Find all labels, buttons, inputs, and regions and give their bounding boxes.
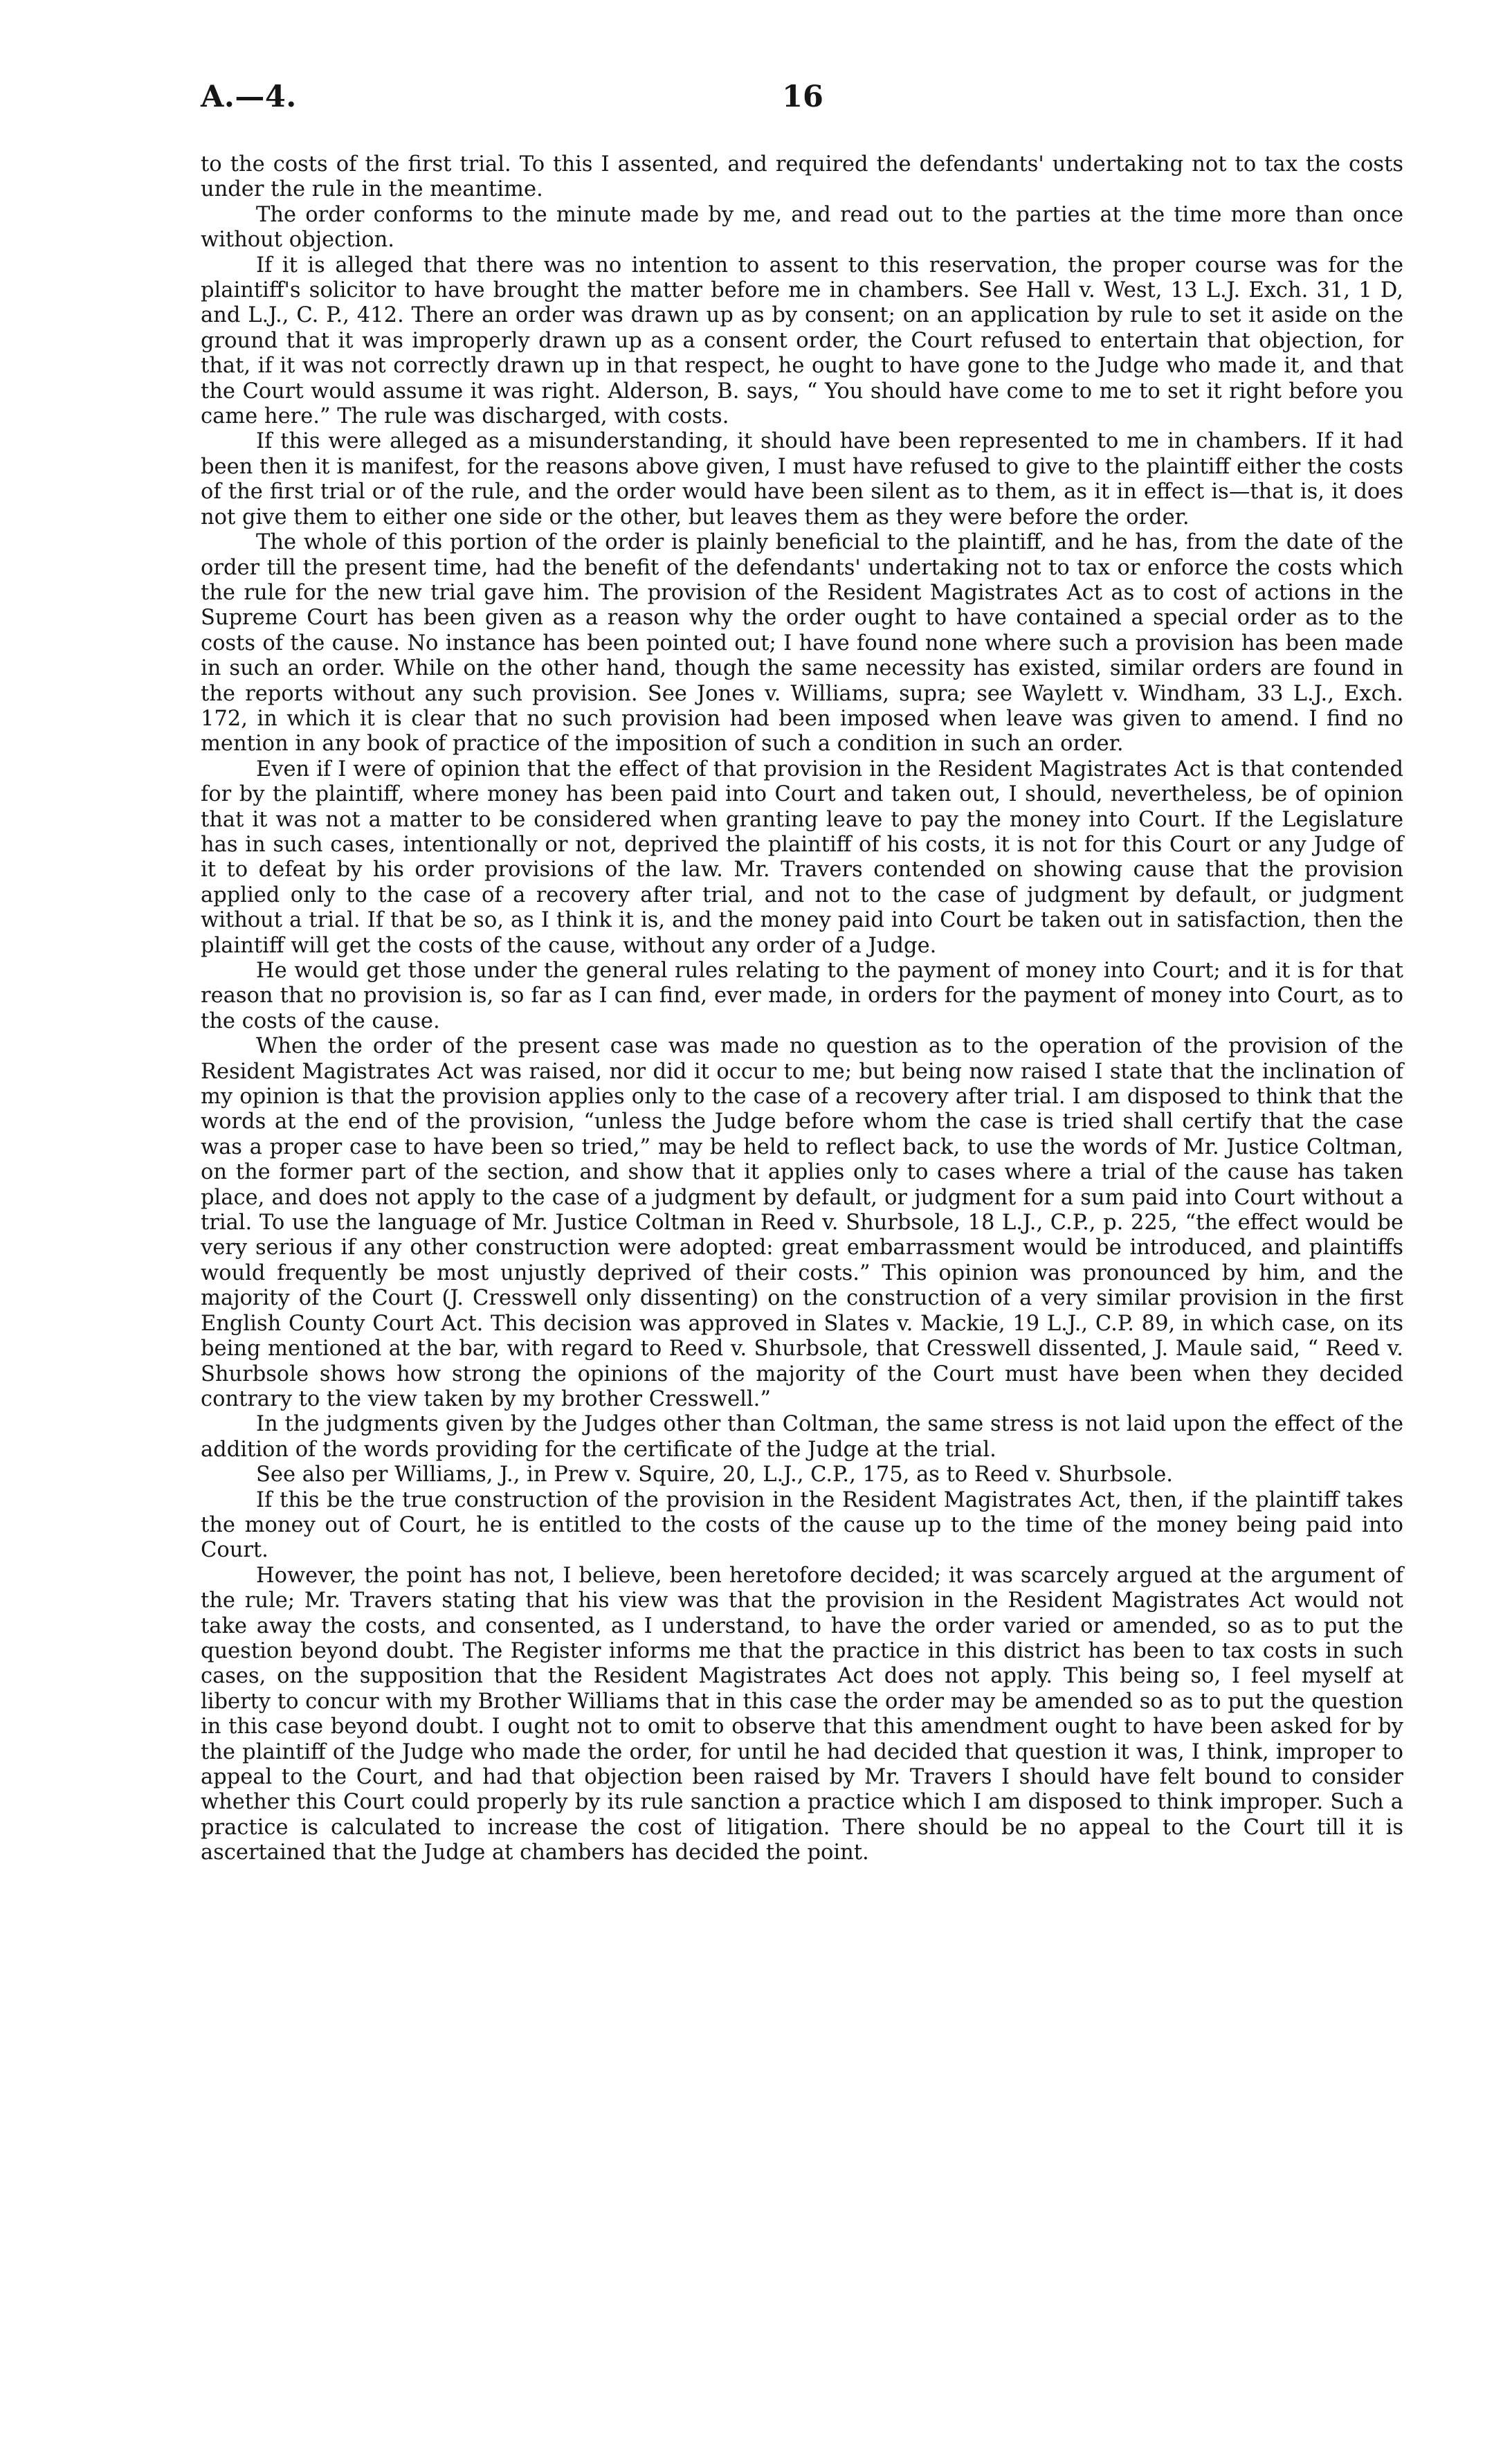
page-number: 16 (782, 80, 823, 114)
paragraph: to the costs of the first trial. To this I assented, and required the defendants' undertaking not to tax the costs under the rule in the meantime. (201, 152, 1403, 202)
paragraph: See also per Williams, J., in Prew v. Squire, 20, L.J., C.P., 175, as to Reed v. Shurbsole. (256, 1463, 1173, 1487)
document-reference: A.—4. (201, 80, 297, 114)
paragraph: If this be the true construction of the provision in the Resident Magistrates Act, then, if the plaintiff takes the money out of Court, he is entitled to the costs of the cause up to the time of the money being paid into Court. (201, 1487, 1403, 1563)
paragraph: If this were alleged as a misunderstanding, it should have been represented to me in chambers. If it had been then it is manifest, for the reasons above given, I must have refused to give to the plaintiff either the costs of the first trial or of the rule, and the order would have been silent as to them, as it in effect is—that is, it does not give them to either one side or the other, but leaves them as they were before the order. (201, 429, 1403, 529)
document-body (201, 152, 1403, 1866)
paragraph: When the order of the present case was made no question as to the operation of the provision of the Resident Magistrates Act was raised, nor did it occur to me; but being now raised I state that the inclination of my opinion is that the provision applies only to the case of a recovery after trial. I am disposed to think that the words at the end of the provision, “unless the Judge before whom the case is tried shall certify that the case was a proper case to have been so tried,” may be held to reflect back, to use the words of Mr. Justice Coltman, on the former part of the section, and show that it applies only to cases where a trial of the cause has taken place, and does not apply to the case of a judgment by default, or judgment for a sum paid into Court without a trial. To use the language of Mr. Justice Coltman in Reed v. Shurbsole, 18 L.J., C.P., p. 225, “the effect would be very serious if any other construction were adopted: great embarrassment would be introduced, and plaintiffs would frequently be most unjustly deprived of their costs.” This opinion was pronounced by him, and the majority of the Court (J. Cresswell only dissenting) on the construction of a very similar provision in the first English County Court Act. This decision was approved in Slates v. Mackie, 19 L.J., C.P. 89, in which case, on its being mentioned at the bar, with regard to Reed v. Shurbsole, that Cresswell dissented, J. Maule said, “ Reed v. Shurbsole shows how strong the opinions of the majority of the Court must have been when they decided contrary to the view taken by my brother Cresswell.” (201, 1034, 1403, 1411)
page-header (201, 80, 1405, 128)
paragraph: However, the point has not, I believe, been heretofore decided; it was scarcely argued at the argument of the rule; Mr. Travers stating that his view was that the provision in the Resident Magistrates Act would not take away the costs, and consented, as I understand, to have the order varied or amended, so as to put the question beyond doubt. The Register informs me that the practice in this district has been to tax costs in such cases, on the supposition that the Resident Magistrates Act does not apply. This being so, I feel myself at liberty to concur with my Brother Williams that in this case the order may be amended so as to put the question in this case beyond doubt. I ought not to omit to observe that this amendment ought to have been asked for by the plaintiff of the Judge who made the order, for until he had decided that question it was, I think, improper to appeal to the Court, and had that objection been raised by Mr. Travers I should have felt bound to consider whether this Court could properly by its rule sanction a practice which I am disposed to think improper. Such a practice is calculated to increase the cost of litigation. There should be no appeal to the Court till it is ascertained that the Judge at chambers has decided the point. (201, 1563, 1403, 1865)
paragraph: In the judgments given by the Judges other than Coltman, the same stress is not laid upon the effect of the addition of the words providing for the certificate of the Judge at the trial. (201, 1412, 1403, 1462)
paragraph: If it is alleged that there was no intention to assent to this reservation, the proper course was for the plaintiff's solicitor to have brought the matter before me in chambers. See Hall v. West, 13 L.J. Exch. 31, 1 D, and L.J., C. P., 412. There an order was drawn up as by consent; on an application by rule to set it aside on the ground that it was improperly drawn up as a consent order, the Court refused to entertain that objection, for that, if it was not correctly drawn up in that respect, he ought to have gone to the Judge who made it, and that the Court would assume it was right. Alderson, B. says, “ You should have come to me to set it right before you came here.” The rule was discharged, with costs. (201, 253, 1403, 429)
paragraph: The order conforms to the minute made by me, and read out to the parties at the time more than once without objection. (201, 202, 1403, 253)
paragraph: Even if I were of opinion that the effect of that provision in the Resident Magistrates Act is that contended for by the plaintiff, where money has been paid into Court and taken out, I should, nevertheless, be of opinion that it was not a matter to be considered when granting leave to pay the money into Court. If the Legislature has in such cases, intentionally or not, deprived the plaintiff of his costs, it is not for this Court or any Judge of it to defeat by his order provisions of the law. Mr. Travers contended on showing cause that the provision applied only to the case of a recovery after trial, and not to the case of judgment by default, or judgment without a trial. If that be so, as I think it is, and the money paid into Court be taken out in satisfaction, then the plaintiff will get the costs of the cause, without any order of a Judge. (201, 757, 1403, 958)
paragraph: The whole of this portion of the order is plainly beneficial to the plaintiff, and he has, from the date of the order till the present time, had the benefit of the defendants' undertaking not to tax or enforce the costs which the rule for the new trial gave him. The provision of the Resident Magistrates Act as to cost of actions in the Supreme Court has been given as a reason why the order ought to have contained a special order as to the costs of the cause. No instance has been pointed out; I have found none where such a provision has been made in such an order. While on the other hand, though the same necessity has existed, similar orders are found in the reports without any such provision. See Jones v. Williams, supra; see Waylett v. Windham, 33 L.J., Exch. 172, in which it is clear that no such provision had been imposed when leave was given to amend. I find no mention in any book of practice of the imposition of such a condition in such an order. (201, 530, 1403, 757)
paragraph: He would get those under the general rules relating to the payment of money into Court; and it is for that reason that no provision is, so far as I can find, ever made, in orders for the payment of money into Court, as to the costs of the cause. (201, 959, 1403, 1033)
